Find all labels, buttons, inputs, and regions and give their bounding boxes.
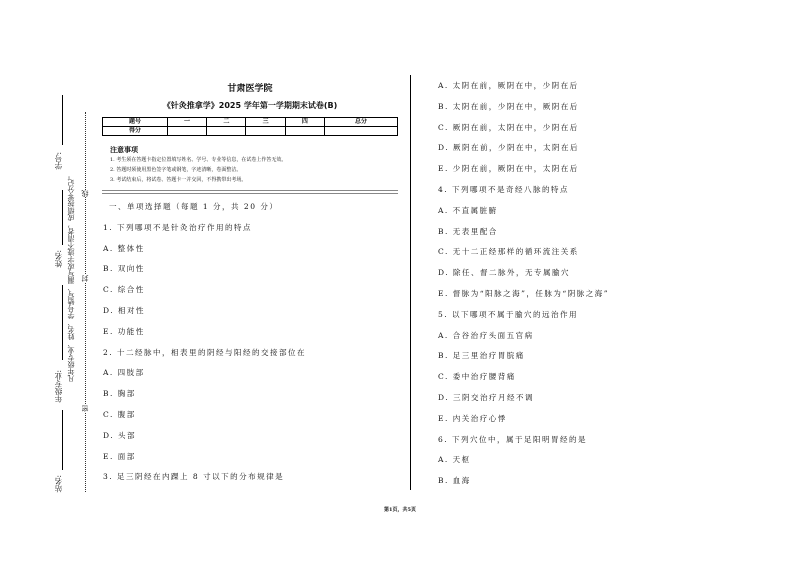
note-item: 1. 考生须在答题卡指定位置填写姓名、学号、专业等信息，在试卷上作答无效。 [110,157,287,163]
answer-option: C. 综合性 [103,285,145,295]
answer-option: E. 少阴在前，厥阴在中，太阴在后 [438,164,579,174]
binding-warning: 凡年级专业、姓名、学号错写、漏写或字迹不清者，成绩按零分记。 [67,172,75,382]
school-name: 甘肃医学院 [227,84,273,94]
question-stem: 2. 十二经脉中，相表里的阴经与阳经的交接部位在 [103,347,307,357]
answer-option: D. 头部 [103,430,137,440]
student-id-label: 学号: [54,152,63,170]
answer-option: D. 相对性 [103,306,146,315]
answer-option: B. 血海 [438,476,471,486]
answer-option: A. 合谷治疗头面五官病 [438,330,534,340]
answer-option: A. 太阴在前，厥阴在中，少阴在后 [438,81,579,90]
answer-option: C. 委中治疗腰背痛 [438,372,516,382]
section-heading: 一、单项选择题（每题 1 分，共 20 分） [109,202,279,211]
exam-title: 《针灸推拿学》2025 学年第一学期期末试卷(B) [162,101,338,110]
score-header-cell: 总分 [325,118,398,127]
station-label: 站名: [54,475,63,493]
question-stem: 3. 足三阴经在内踝上 8 寸以下的分布规律是 [103,472,285,482]
seal-xian: 线 [81,190,89,197]
score-row-label: 得分 [103,127,168,136]
answer-option: D. 厥阴在前，少阴在中，太阴在后 [438,143,580,153]
answer-option: B. 双向性 [103,264,145,274]
grade-major-label: 年级专业: [54,370,63,403]
answer-option: A. 不直属脏腑 [438,205,498,215]
answer-option: B. 胸部 [103,389,136,399]
seal-mi: 密 [81,405,89,412]
answer-option: B. 太阴在前，少阴在中，厥阴在后 [438,101,579,111]
score-header-cell: 题号 [103,118,168,127]
score-table [102,117,398,136]
score-table-score-row [103,127,398,136]
answer-option: A. 整体性 [103,243,145,253]
exam-notes [110,145,286,185]
answer-option: E. 内关治疗心悸 [438,413,507,423]
note-item: 2. 答题时须使用黑色签字笔或钢笔，字迹清晰，卷面整洁。 [110,167,242,173]
answer-option: E. 面部 [103,451,136,461]
answer-option: C. 无十二正经那样的循环流注关系 [438,247,579,257]
name-label: 姓名: [54,250,63,268]
answer-option: C. 腹部 [103,410,136,419]
answer-option: D. 除任、督二脉外，无专属腧穴 [438,268,571,278]
answer-option: A. 天枢 [438,455,471,465]
question-stem: 4. 下列哪项不是奇经八脉的特点 [438,185,570,194]
answer-option: C. 厥阴在前，太阴在中，少阴在后 [438,122,579,132]
score-cell [207,127,246,136]
answer-option: E. 督脉为“阳脉之海”，任脉为“阴脉之海” [438,289,610,298]
question-stem: 6. 下列穴位中，属于足阳明胃经的是 [438,434,588,444]
note-item: 3. 考试结束后，将试卷、答题卡一并交回，不得携带出考场。 [110,177,247,183]
answer-option: A. 四肢部 [103,368,145,378]
seal-feng: 封 [81,275,89,282]
answer-option: D. 三阴交治疗月经不调 [438,393,535,402]
answer-option: E. 功能性 [103,326,145,336]
score-table-header-row [103,118,398,127]
double-divider [102,190,398,194]
score-header-cell: 四 [285,118,324,127]
score-header-cell: 三 [246,118,285,127]
column-divider [410,75,411,490]
score-cell [167,127,206,136]
score-cell [285,127,324,136]
score-header-cell: 一 [167,118,206,127]
question-stem: 5. 以下哪项不属于腧穴的远治作用 [438,309,579,319]
page-footer: 第1页，共5页 [384,507,416,513]
notes-heading: 注意事项 [110,146,138,154]
score-header-cell: 二 [207,118,246,127]
answer-option: B. 无表里配合 [438,226,498,236]
score-cell [246,127,285,136]
answer-option: B. 足三里治疗胃脘痛 [438,351,525,361]
question-stem: 1. 下列哪项不是针灸治疗作用的特点 [103,222,253,232]
score-cell [325,127,398,136]
